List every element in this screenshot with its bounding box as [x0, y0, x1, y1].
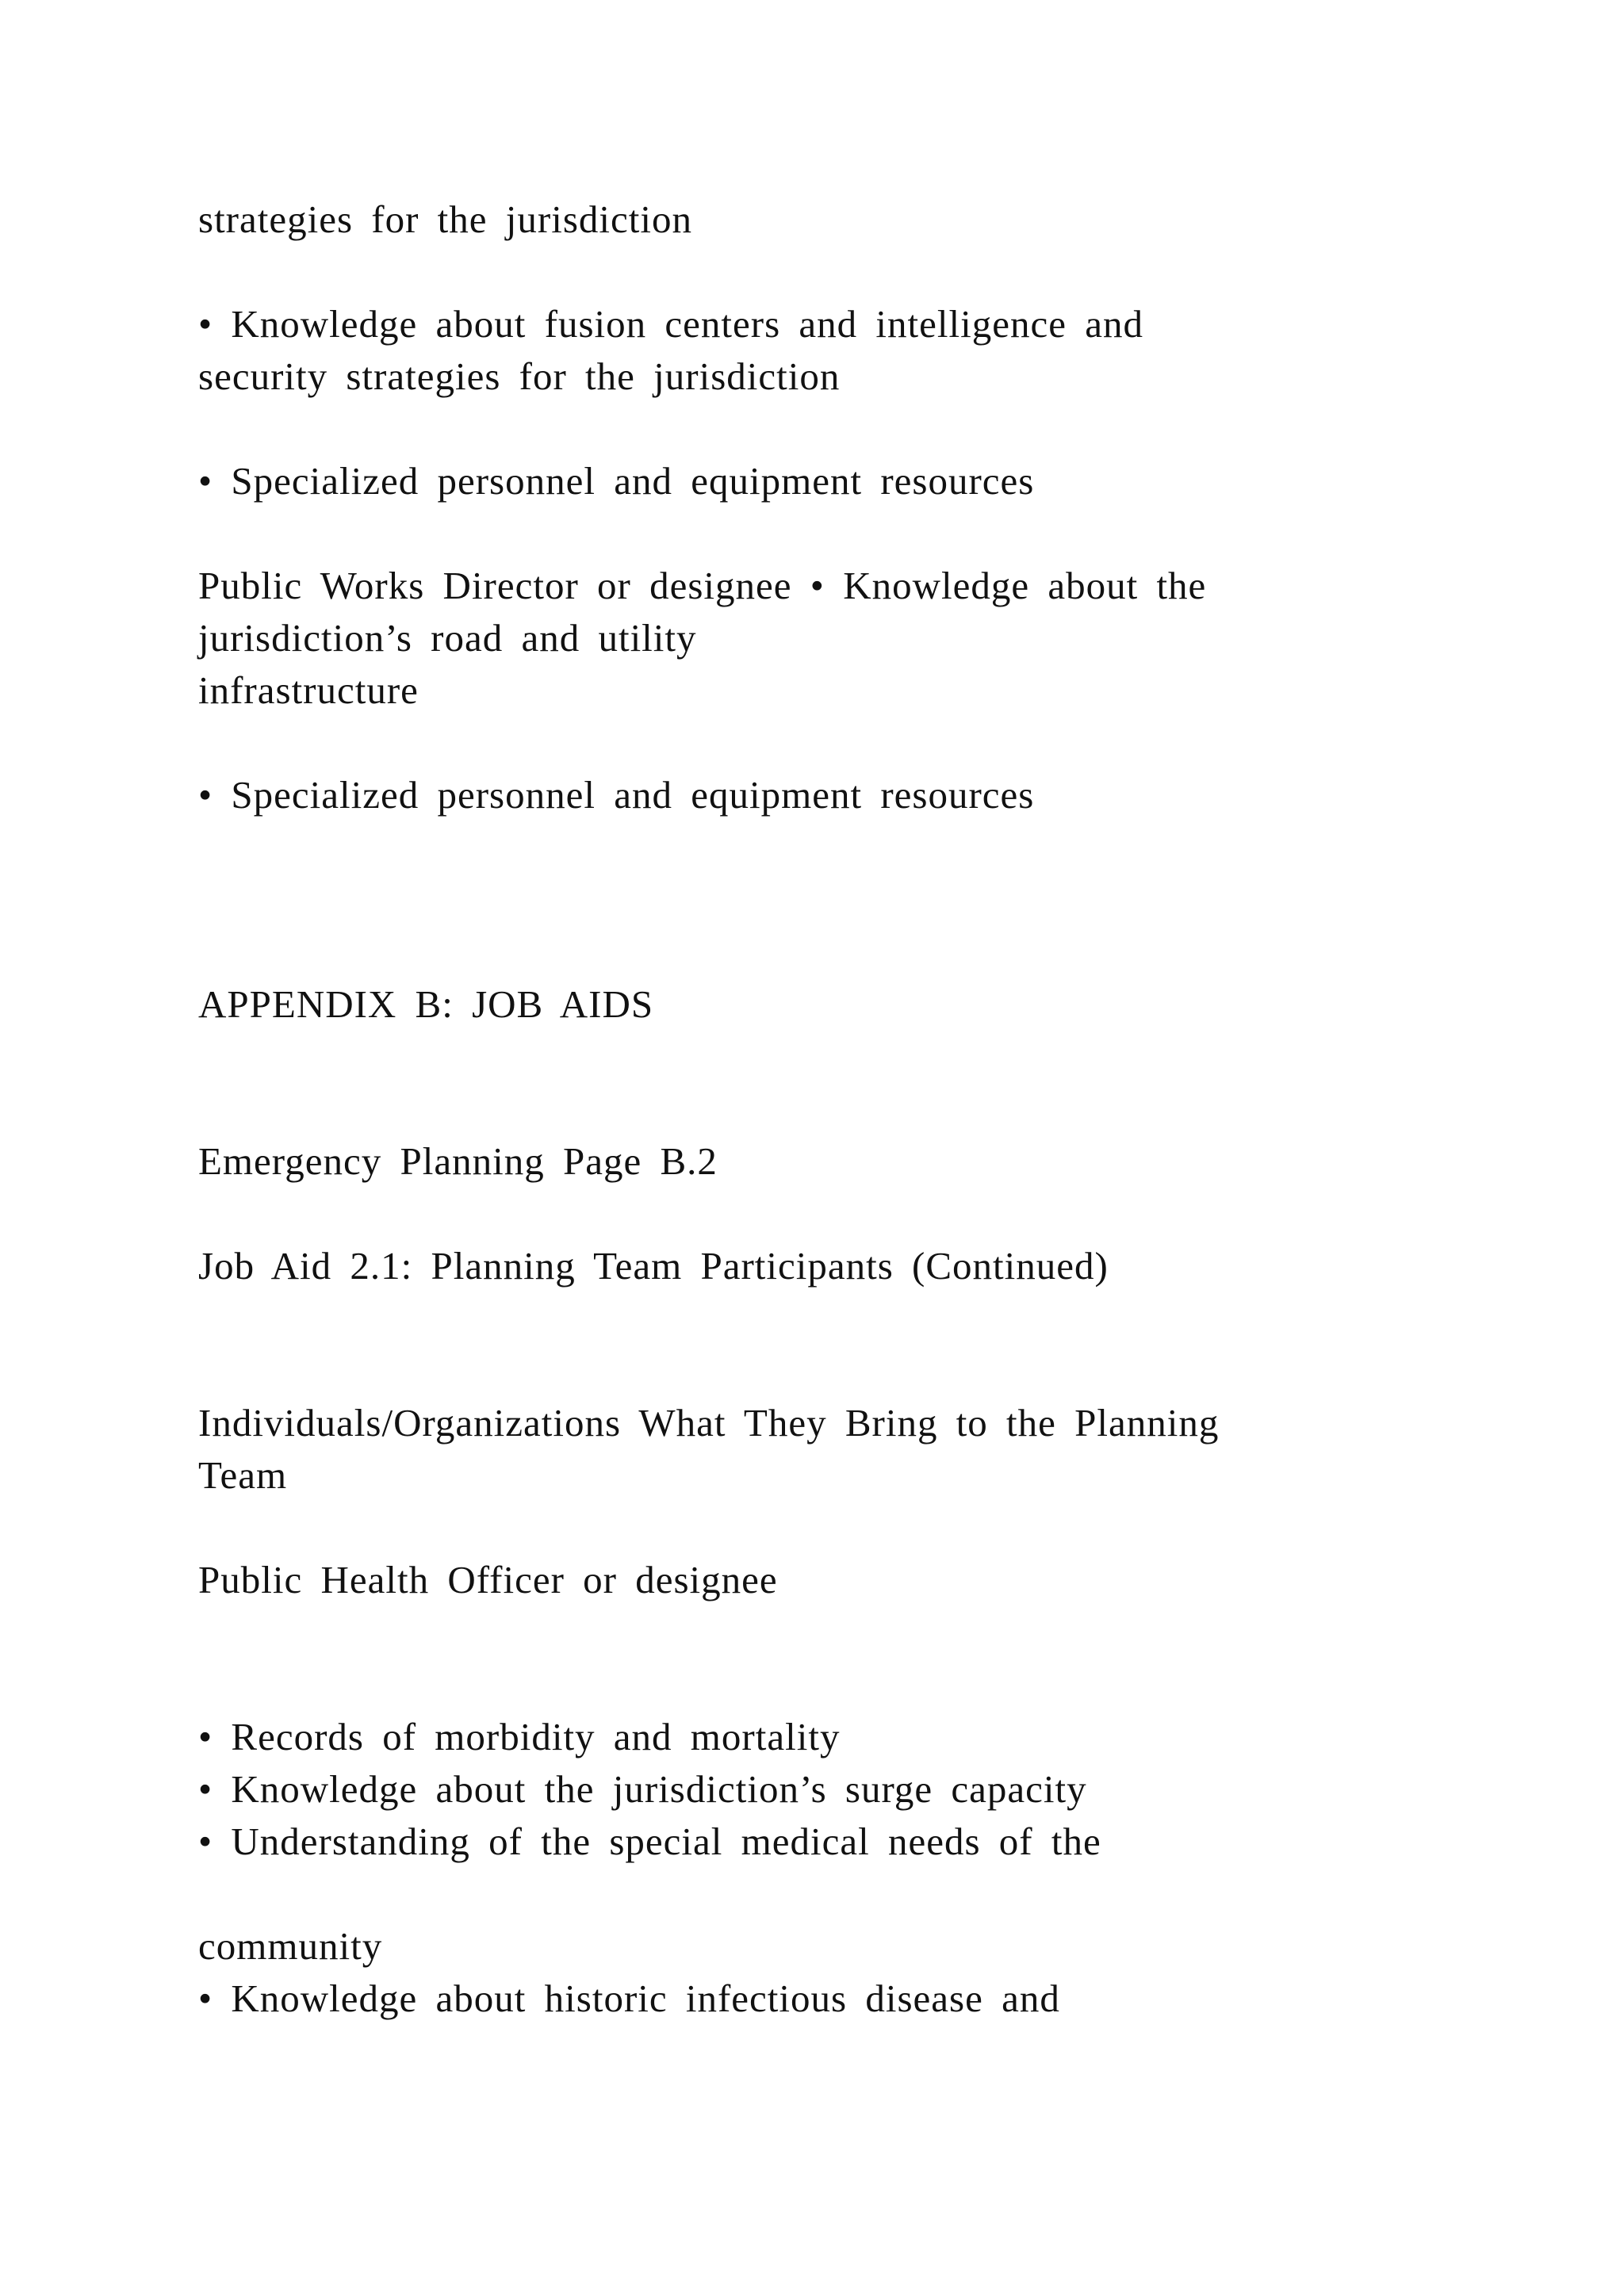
table-header: Team: [198, 1453, 288, 1497]
page-header: Emergency Planning Page B.2: [198, 1139, 718, 1183]
bullet-item: • Specialized personnel and equipment resources: [198, 459, 1035, 503]
text-line: community: [198, 1924, 383, 1968]
appendix-heading: APPENDIX B: JOB AIDS: [198, 982, 654, 1026]
job-aid-title: Job Aid 2.1: Planning Team Participants (Continued): [198, 1244, 1109, 1288]
text-line: Public Works Director or designee • Knowledge about the: [198, 564, 1207, 607]
bullet-item: • Knowledge about historic infectious disease and: [198, 1976, 1060, 2020]
text-line: security strategies for the jurisdiction: [198, 354, 841, 398]
text-line: strategies for the jurisdiction: [198, 197, 692, 241]
text-line: infrastructure: [198, 668, 419, 712]
text-line: jurisdiction’s road and utility: [198, 616, 697, 660]
role-label: Public Health Officer or designee: [198, 1558, 778, 1601]
bullet-item: • Records of morbidity and mortality: [198, 1715, 841, 1758]
bullet-item: • Specialized personnel and equipment resources: [198, 773, 1035, 817]
bullet-item: • Knowledge about the jurisdiction’s surge capacity: [198, 1767, 1087, 1811]
bullet-item: • Knowledge about fusion centers and intelligence and: [198, 302, 1143, 346]
table-header: Individuals/Organizations What They Bring to the Planning: [198, 1401, 1220, 1445]
bullet-item: • Understanding of the special medical needs of the: [198, 1820, 1101, 1863]
